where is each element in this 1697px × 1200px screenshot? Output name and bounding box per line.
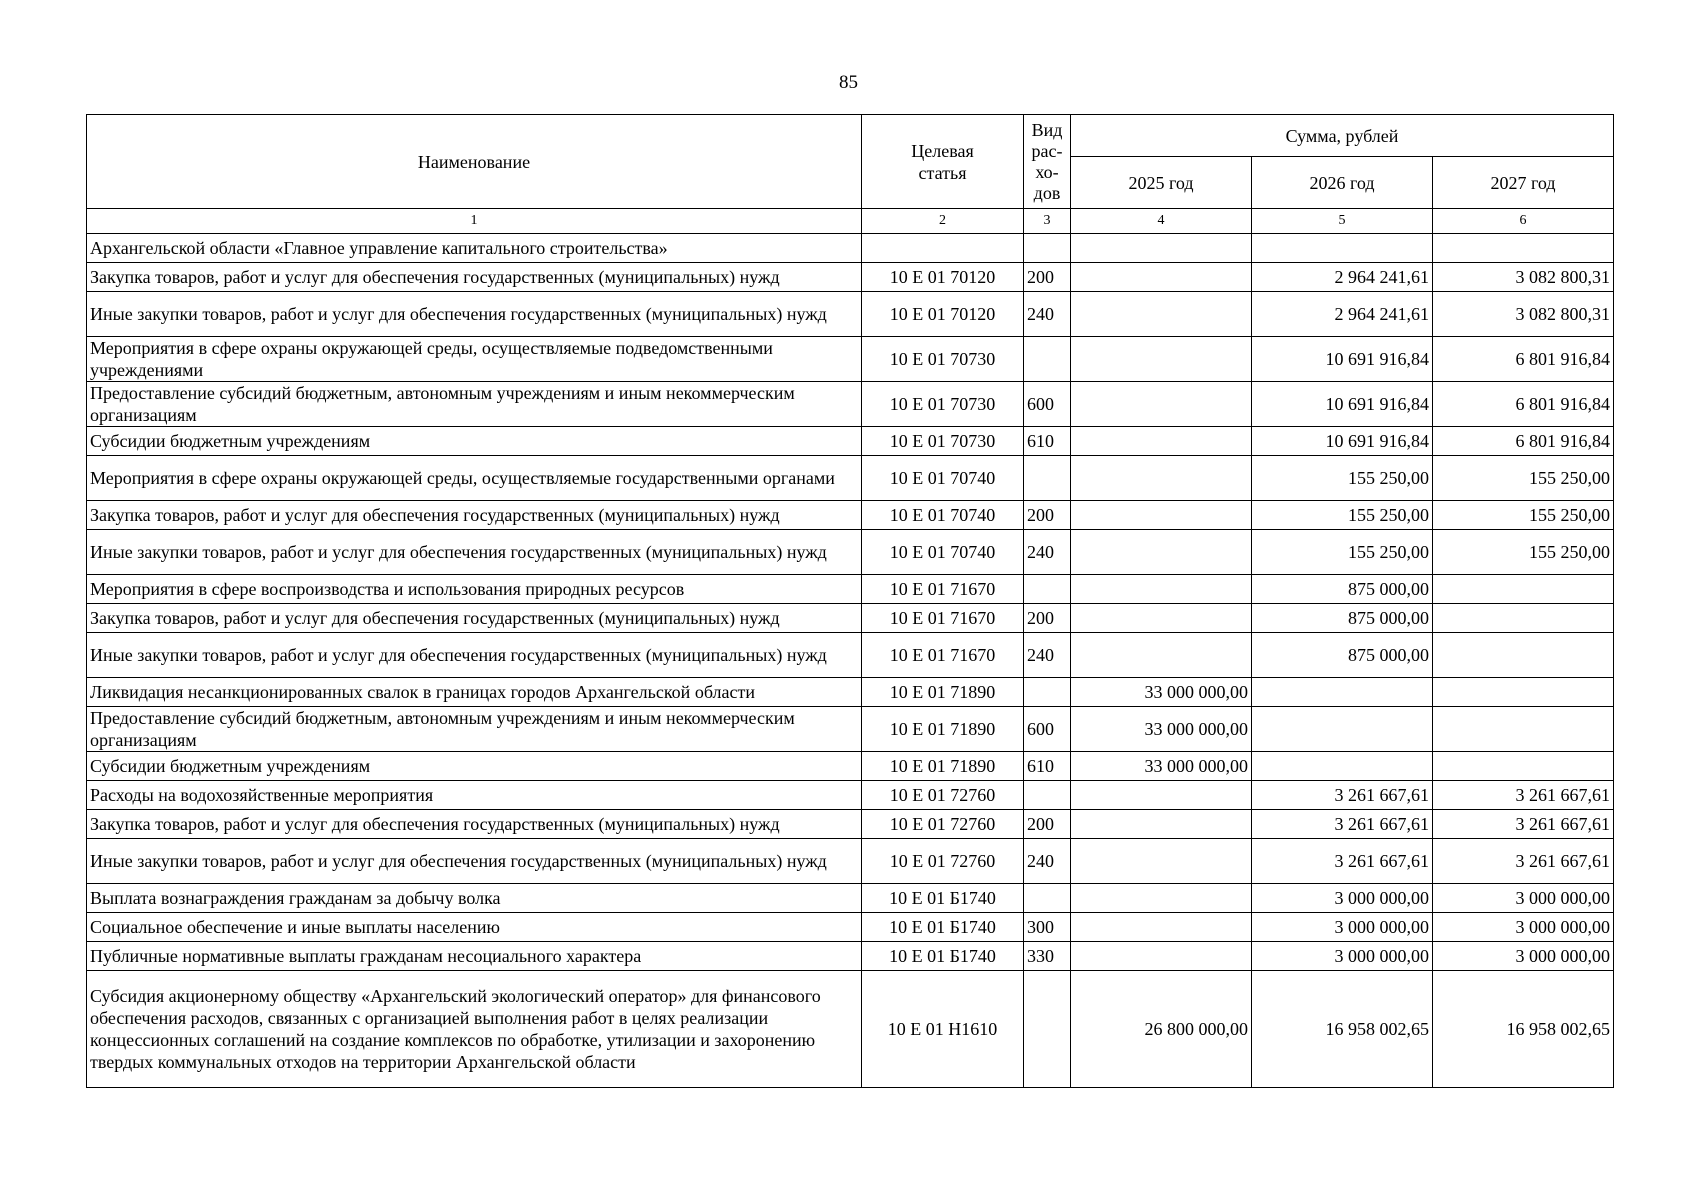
row-name: Иные закупки товаров, работ и услуг для обеспечения государственных (муниципальных) нужд (87, 292, 862, 337)
row-amount-2027: 6 801 916,84 (1433, 382, 1614, 427)
row-amount-2025 (1071, 942, 1252, 971)
row-expense-type: 240 (1024, 839, 1071, 884)
row-amount-2027 (1433, 678, 1614, 707)
header-sum: Сумма, рублей (1071, 115, 1614, 157)
row-expense-type (1024, 234, 1071, 263)
row-amount-2025 (1071, 781, 1252, 810)
row-amount-2026: 875 000,00 (1252, 604, 1433, 633)
row-amount-2025 (1071, 633, 1252, 678)
row-amount-2026: 3 261 667,61 (1252, 839, 1433, 884)
row-name: Субсидии бюджетным учреждениям (87, 427, 862, 456)
row-target-article (862, 234, 1024, 263)
row-amount-2025 (1071, 810, 1252, 839)
table-row (87, 382, 1614, 427)
row-amount-2025 (1071, 234, 1252, 263)
table-row (87, 456, 1614, 501)
table-body (87, 234, 1614, 1088)
row-name: Иные закупки товаров, работ и услуг для обеспечения государственных (муниципальных) нужд (87, 839, 862, 884)
row-target-article: 10 Е 01 72760 (862, 810, 1024, 839)
row-amount-2026 (1252, 234, 1433, 263)
row-target-article: 10 Е 01 70120 (862, 292, 1024, 337)
row-target-article: 10 Е 01 Б1740 (862, 913, 1024, 942)
row-amount-2027 (1433, 752, 1614, 781)
row-amount-2027: 3 082 800,31 (1433, 292, 1614, 337)
row-amount-2026: 875 000,00 (1252, 633, 1433, 678)
column-number: 4 (1071, 209, 1252, 234)
table-row (87, 971, 1614, 1088)
row-expense-type (1024, 781, 1071, 810)
row-name: Закупка товаров, работ и услуг для обеспечения государственных (муниципальных) нужд (87, 604, 862, 633)
row-amount-2026: 155 250,00 (1252, 501, 1433, 530)
row-name: Закупка товаров, работ и услуг для обеспечения государственных (муниципальных) нужд (87, 263, 862, 292)
row-amount-2025 (1071, 456, 1252, 501)
row-amount-2026: 3 000 000,00 (1252, 913, 1433, 942)
table-row (87, 678, 1614, 707)
row-expense-type: 300 (1024, 913, 1071, 942)
table-row (87, 810, 1614, 839)
row-amount-2025 (1071, 501, 1252, 530)
row-amount-2027 (1433, 575, 1614, 604)
row-amount-2027 (1433, 234, 1614, 263)
row-target-article: 10 Е 01 70730 (862, 337, 1024, 382)
row-expense-type: 240 (1024, 633, 1071, 678)
row-name: Закупка товаров, работ и услуг для обеспечения государственных (муниципальных) нужд (87, 810, 862, 839)
row-target-article: 10 Е 01 72760 (862, 839, 1024, 884)
row-amount-2026: 3 000 000,00 (1252, 884, 1433, 913)
row-amount-2026 (1252, 752, 1433, 781)
column-number: 1 (87, 209, 862, 234)
row-expense-type: 600 (1024, 707, 1071, 752)
header-target-article-line1: Целевая (911, 140, 974, 161)
row-target-article: 10 Е 01 Н1610 (862, 971, 1024, 1088)
row-amount-2025 (1071, 263, 1252, 292)
row-amount-2026: 2 964 241,61 (1252, 292, 1433, 337)
row-amount-2027 (1433, 633, 1614, 678)
row-expense-type (1024, 971, 1071, 1088)
budget-table (86, 114, 1614, 1088)
row-name: Мероприятия в сфере охраны окружающей среды, осуществляемые подведомственными учреждениями (87, 337, 862, 382)
table-row (87, 575, 1614, 604)
row-amount-2025 (1071, 427, 1252, 456)
table-row (87, 234, 1614, 263)
row-expense-type: 200 (1024, 810, 1071, 839)
row-amount-2025 (1071, 292, 1252, 337)
row-amount-2027: 3 000 000,00 (1433, 884, 1614, 913)
row-amount-2026: 3 000 000,00 (1252, 942, 1433, 971)
header-target-article-line2: статья (918, 162, 967, 183)
table-row (87, 263, 1614, 292)
row-expense-type (1024, 884, 1071, 913)
table-row (87, 604, 1614, 633)
header-expense-type-line: рас- (1031, 140, 1063, 161)
row-target-article: 10 Е 01 72760 (862, 781, 1024, 810)
table-row (87, 884, 1614, 913)
row-amount-2025: 26 800 000,00 (1071, 971, 1252, 1088)
row-amount-2026 (1252, 678, 1433, 707)
table-row (87, 427, 1614, 456)
row-amount-2027: 3 082 800,31 (1433, 263, 1614, 292)
row-amount-2025 (1071, 884, 1252, 913)
header-expense-type (1024, 115, 1071, 209)
column-number-row (87, 209, 1614, 234)
row-amount-2026: 3 261 667,61 (1252, 781, 1433, 810)
table-row (87, 913, 1614, 942)
row-expense-type (1024, 337, 1071, 382)
row-amount-2027: 16 958 002,65 (1433, 971, 1614, 1088)
row-expense-type: 610 (1024, 427, 1071, 456)
row-name: Расходы на водохозяйственные мероприятия (87, 781, 862, 810)
header-year-2027: 2027 год (1433, 157, 1614, 209)
row-amount-2026: 10 691 916,84 (1252, 382, 1433, 427)
row-amount-2025 (1071, 839, 1252, 884)
column-number: 3 (1024, 209, 1071, 234)
row-name: Мероприятия в сфере охраны окружающей среды, осуществляемые государственными органами (87, 456, 862, 501)
row-amount-2026: 10 691 916,84 (1252, 337, 1433, 382)
row-amount-2025 (1071, 913, 1252, 942)
row-name: Предоставление субсидий бюджетным, автономным учреждениям и иным некоммерческим организациям (87, 707, 862, 752)
header-expense-type-line: дов (1033, 182, 1061, 203)
row-expense-type: 240 (1024, 292, 1071, 337)
row-amount-2025 (1071, 530, 1252, 575)
row-name: Выплата вознаграждения гражданам за добычу волка (87, 884, 862, 913)
header-year-2025: 2025 год (1071, 157, 1252, 209)
row-amount-2025 (1071, 382, 1252, 427)
row-target-article: 10 Е 01 71890 (862, 707, 1024, 752)
row-amount-2025 (1071, 575, 1252, 604)
row-amount-2027: 155 250,00 (1433, 456, 1614, 501)
row-expense-type: 200 (1024, 604, 1071, 633)
row-expense-type: 610 (1024, 752, 1071, 781)
table-row (87, 752, 1614, 781)
row-name: Субсидии бюджетным учреждениям (87, 752, 862, 781)
header-target-article (862, 115, 1024, 209)
row-amount-2027: 6 801 916,84 (1433, 337, 1614, 382)
row-amount-2027: 155 250,00 (1433, 501, 1614, 530)
row-amount-2025: 33 000 000,00 (1071, 752, 1252, 781)
row-name: Иные закупки товаров, работ и услуг для обеспечения государственных (муниципальных) нужд (87, 530, 862, 575)
row-amount-2026: 875 000,00 (1252, 575, 1433, 604)
row-amount-2026: 2 964 241,61 (1252, 263, 1433, 292)
page-number: 85 (839, 72, 858, 93)
row-target-article: 10 Е 01 70740 (862, 530, 1024, 575)
table-row (87, 839, 1614, 884)
row-amount-2026 (1252, 707, 1433, 752)
row-name: Мероприятия в сфере воспроизводства и использования природных ресурсов (87, 575, 862, 604)
row-amount-2026: 10 691 916,84 (1252, 427, 1433, 456)
row-amount-2026: 155 250,00 (1252, 530, 1433, 575)
row-target-article: 10 Е 01 Б1740 (862, 942, 1024, 971)
row-expense-type: 240 (1024, 530, 1071, 575)
row-name: Социальное обеспечение и иные выплаты населению (87, 913, 862, 942)
row-target-article: 10 Е 01 Б1740 (862, 884, 1024, 913)
row-expense-type: 600 (1024, 382, 1071, 427)
row-expense-type (1024, 575, 1071, 604)
row-amount-2027: 3 000 000,00 (1433, 913, 1614, 942)
row-target-article: 10 Е 01 71670 (862, 604, 1024, 633)
row-amount-2027 (1433, 604, 1614, 633)
header-expense-type-line: Вид (1031, 119, 1063, 140)
row-expense-type: 330 (1024, 942, 1071, 971)
table-row (87, 707, 1614, 752)
header-name: Наименование (87, 115, 862, 209)
header-year-2026: 2026 год (1252, 157, 1433, 209)
column-number: 5 (1252, 209, 1433, 234)
column-number: 6 (1433, 209, 1614, 234)
table-row (87, 942, 1614, 971)
row-amount-2025 (1071, 604, 1252, 633)
row-target-article: 10 Е 01 70740 (862, 456, 1024, 501)
row-amount-2027 (1433, 707, 1614, 752)
header-expense-type-line: хо- (1035, 161, 1059, 182)
row-target-article: 10 Е 01 71890 (862, 752, 1024, 781)
row-target-article: 10 Е 01 70730 (862, 427, 1024, 456)
row-amount-2025: 33 000 000,00 (1071, 678, 1252, 707)
row-name: Архангельской области «Главное управление капитального строительства» (87, 234, 862, 263)
row-target-article: 10 Е 01 70120 (862, 263, 1024, 292)
row-name: Публичные нормативные выплаты гражданам несоциального характера (87, 942, 862, 971)
table-row (87, 292, 1614, 337)
row-name: Предоставление субсидий бюджетным, автономным учреждениям и иным некоммерческим организациям (87, 382, 862, 427)
row-name: Закупка товаров, работ и услуг для обеспечения государственных (муниципальных) нужд (87, 501, 862, 530)
row-target-article: 10 Е 01 70730 (862, 382, 1024, 427)
table-row (87, 530, 1614, 575)
row-amount-2026: 155 250,00 (1252, 456, 1433, 501)
column-number: 2 (862, 209, 1024, 234)
row-name: Ликвидация несанкционированных свалок в границах городов Архангельской области (87, 678, 862, 707)
row-amount-2027: 3 000 000,00 (1433, 942, 1614, 971)
row-target-article: 10 Е 01 70740 (862, 501, 1024, 530)
table-row (87, 337, 1614, 382)
row-expense-type (1024, 678, 1071, 707)
row-amount-2027: 155 250,00 (1433, 530, 1614, 575)
row-target-article: 10 Е 01 71670 (862, 633, 1024, 678)
row-target-article: 10 Е 01 71670 (862, 575, 1024, 604)
table-row (87, 781, 1614, 810)
row-amount-2027: 3 261 667,61 (1433, 781, 1614, 810)
table-row (87, 501, 1614, 530)
row-expense-type: 200 (1024, 263, 1071, 292)
row-amount-2025 (1071, 337, 1252, 382)
row-amount-2027: 3 261 667,61 (1433, 839, 1614, 884)
table-row (87, 633, 1614, 678)
row-expense-type: 200 (1024, 501, 1071, 530)
row-amount-2025: 33 000 000,00 (1071, 707, 1252, 752)
row-target-article: 10 Е 01 71890 (862, 678, 1024, 707)
row-name: Субсидия акционерному обществу «Архангельский экологический оператор» для финансового обеспечения расходов, связанных с организацией выполнения работ в целях реализации концессионных соглашений на создание комплексов по обработке, утилизации и захоронению твердых коммунальных отходов на территории Архангельской области (87, 971, 862, 1088)
row-amount-2027: 3 261 667,61 (1433, 810, 1614, 839)
row-expense-type (1024, 456, 1071, 501)
row-name: Иные закупки товаров, работ и услуг для обеспечения государственных (муниципальных) нужд (87, 633, 862, 678)
row-amount-2026: 3 261 667,61 (1252, 810, 1433, 839)
row-amount-2027: 6 801 916,84 (1433, 427, 1614, 456)
row-amount-2026: 16 958 002,65 (1252, 971, 1433, 1088)
